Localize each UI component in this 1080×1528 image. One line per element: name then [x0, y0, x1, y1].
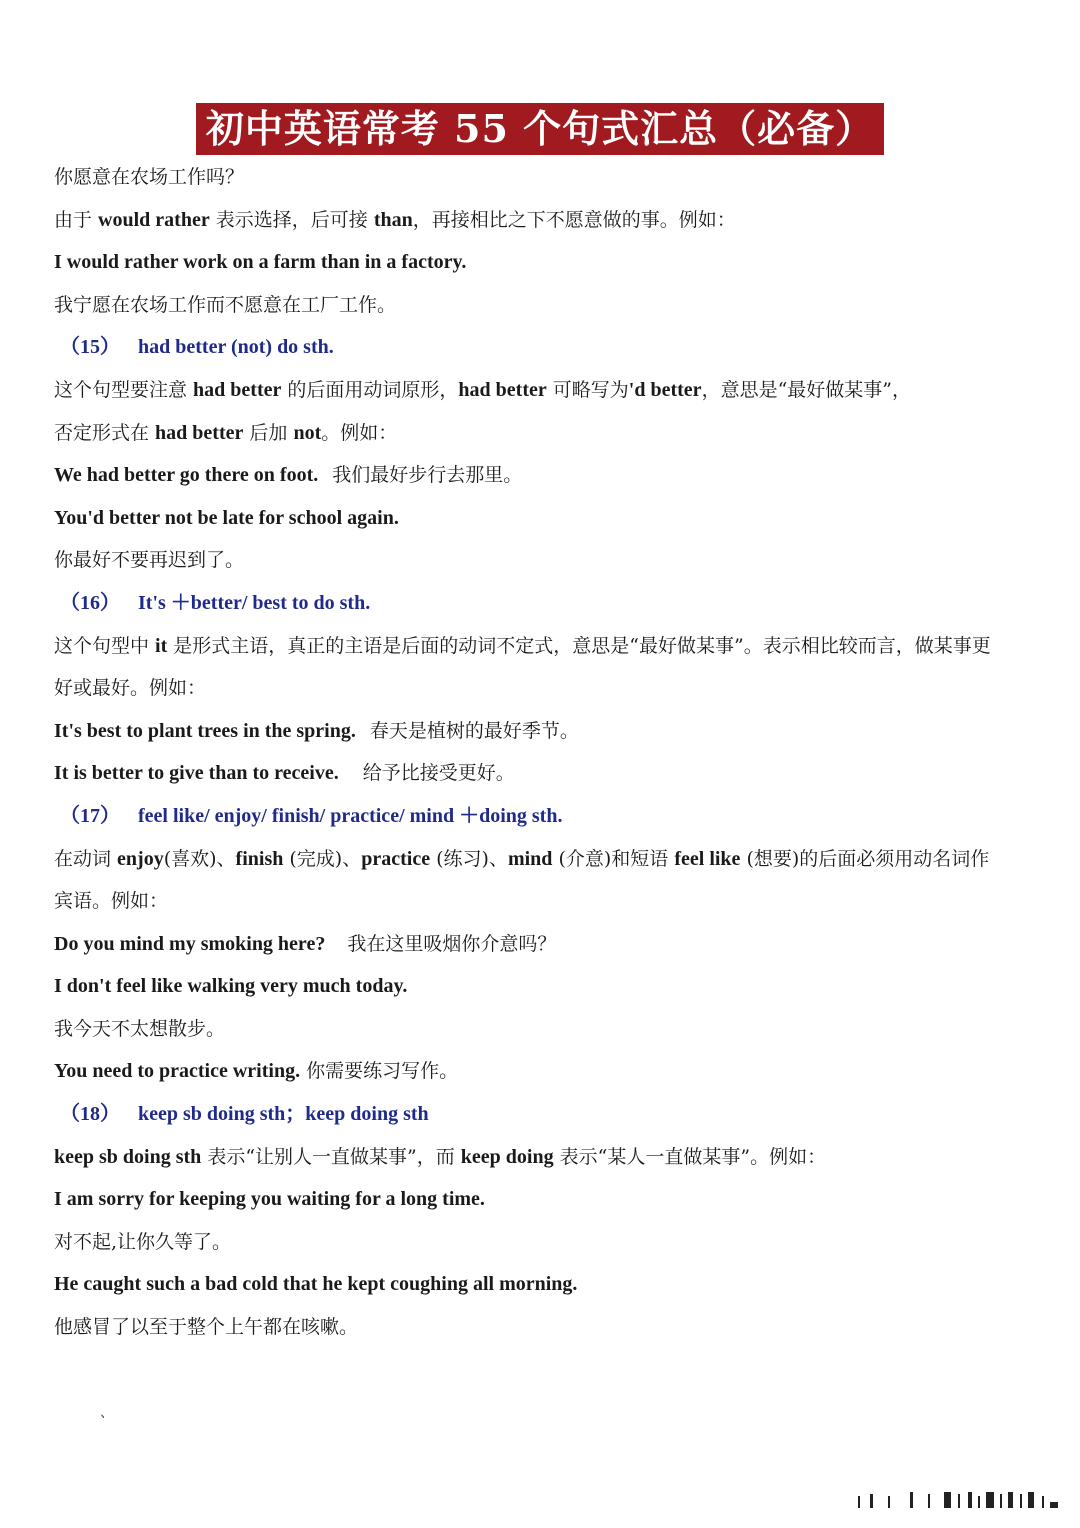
section-pattern: keep sb doing sth；keep doing sth — [138, 1103, 429, 1126]
cn-text: 你最好不要再迟到了。 — [54, 549, 245, 572]
title-wrap — [0, 103, 1080, 155]
cn-text: (练习)、 — [430, 847, 508, 870]
example-sentence — [54, 497, 994, 540]
cn-text: 表示“让别人一直做某事”，而 — [201, 1145, 461, 1168]
en-sentence: We had better go there on foot. — [54, 464, 319, 487]
en-term: keep sb doing sth — [54, 1145, 202, 1168]
en-term: had better — [155, 421, 244, 444]
example-sentence — [54, 965, 994, 1008]
cn-text: 你愿意在农场工作吗？ — [54, 166, 245, 188]
en-sentence: You need to practice writing. — [54, 1060, 301, 1083]
example-sentence — [54, 710, 994, 753]
en-sentence: He caught such a bad cold that he kept coughing all morning. — [54, 1273, 578, 1296]
en-term: keep doing — [460, 1145, 554, 1168]
en-sentence: It's best to plant trees in the spring. — [54, 719, 356, 742]
section-number: （18） — [60, 1103, 120, 1126]
cn-text: (想要)的后面必须用动名词作宾语。例如： — [54, 847, 990, 913]
cn-text: 对不起,让你久等了。 — [54, 1230, 232, 1253]
text-line — [54, 1306, 994, 1349]
en-sentence: It is better to give than to receive. — [54, 762, 339, 785]
stray-mark: 、 — [100, 1405, 114, 1421]
cn-text: 在动词 — [54, 847, 118, 870]
section-heading-18 — [54, 1093, 994, 1136]
cn-text: 后加 — [243, 421, 294, 444]
cn-text: 我今天不太想散步。 — [54, 1017, 226, 1040]
en-term: finish — [235, 847, 284, 870]
cn-text: 。例如： — [321, 421, 398, 444]
en-term: would rather — [98, 208, 210, 231]
cn-text: 否定形式在 — [54, 421, 156, 444]
cn-translation: 我在这里吸烟你介意吗？ — [347, 932, 557, 955]
cn-translation: 你需要练习写作。 — [306, 1060, 459, 1083]
example-sentence — [54, 752, 994, 795]
cn-text: 由于 — [54, 208, 99, 231]
text-line — [54, 156, 994, 199]
text-line — [54, 1221, 994, 1264]
document-body — [54, 156, 994, 1349]
text-line — [54, 1008, 994, 1051]
example-sentence — [54, 1178, 994, 1221]
cn-text: 他感冒了以至于整个上午都在咳嗽。 — [54, 1316, 359, 1339]
en-sentence: I would rather work on a farm than in a factory. — [54, 251, 467, 274]
cn-text: (喜欢)、 — [163, 847, 236, 870]
en-term: not — [293, 421, 322, 444]
cn-text: 表示“某人一直做某事”。例如： — [553, 1145, 827, 1168]
cn-text: 可略写为 — [546, 378, 629, 401]
section-heading-17 — [54, 795, 994, 838]
text-line — [54, 412, 994, 455]
section-pattern: It's ＋better/ best to do sth. — [138, 591, 371, 614]
en-term: mind — [507, 847, 553, 870]
en-term: 'd better — [628, 378, 702, 401]
en-sentence: You'd better not be late for school again. — [54, 506, 399, 529]
en-sentence: I am sorry for keeping you waiting for a long time. — [54, 1188, 485, 1211]
cn-translation: 我们最好步行去那里。 — [332, 464, 523, 487]
section-number: （15） — [60, 336, 120, 359]
text-line — [54, 539, 994, 582]
page-title: 初中英语常考 55 个句式汇总（必备） — [196, 103, 884, 155]
section-number: （16） — [60, 591, 120, 614]
example-sentence — [54, 454, 994, 497]
section-pattern: had better (not) do sth. — [138, 336, 334, 359]
cn-text: ，再接相比之下不愿意做的事。例如： — [412, 208, 736, 231]
en-sentence: I don't feel like walking very much today. — [54, 975, 408, 998]
cn-text: (介意)和短语 — [552, 847, 675, 870]
cn-translation: 春天是植树的最好季节。 — [369, 719, 579, 742]
example-sentence — [54, 1050, 994, 1093]
cn-text: ，意思是“最好做某事”， — [701, 378, 911, 401]
cn-text: 表示选择，后可接 — [209, 208, 374, 231]
cn-text: 这个句型要注意 — [54, 378, 194, 401]
en-term: had better — [458, 378, 547, 401]
example-sentence — [54, 1263, 994, 1306]
en-term: enjoy — [117, 847, 164, 870]
en-term: feel like — [674, 847, 741, 870]
text-line — [54, 625, 994, 710]
section-heading-15 — [54, 326, 994, 369]
example-sentence — [54, 241, 994, 284]
cn-translation: 给予比接受更好。 — [362, 762, 515, 785]
cn-text: 是形式主语，真正的主语是后面的动词不定式，意思是“最好做某事”。表示相比较而言，做某事更好或最好。例如： — [54, 634, 991, 700]
cn-text: 的后面用动词原形， — [281, 378, 459, 401]
en-term: practice — [361, 847, 431, 870]
text-line — [54, 199, 994, 242]
cn-text: 我宁愿在农场工作而不愿意在工厂工作。 — [54, 293, 397, 316]
en-term: it — [155, 634, 168, 657]
section-number: （17） — [60, 804, 120, 827]
text-line — [54, 284, 994, 327]
text-line — [54, 838, 994, 923]
text-line — [54, 369, 994, 412]
example-sentence — [54, 923, 994, 966]
text-line — [54, 1136, 994, 1179]
en-term: had better — [193, 378, 282, 401]
section-heading-16 — [54, 582, 994, 625]
en-sentence: Do you mind my smoking here? — [54, 932, 326, 955]
cn-text: 这个句型中 — [54, 634, 156, 657]
en-term: than — [373, 208, 413, 231]
section-pattern: feel like/ enjoy/ finish/ practice/ mind ＋doing sth. — [138, 804, 563, 827]
watermark-bars — [858, 1490, 1058, 1508]
cn-text: (完成)、 — [283, 847, 362, 870]
